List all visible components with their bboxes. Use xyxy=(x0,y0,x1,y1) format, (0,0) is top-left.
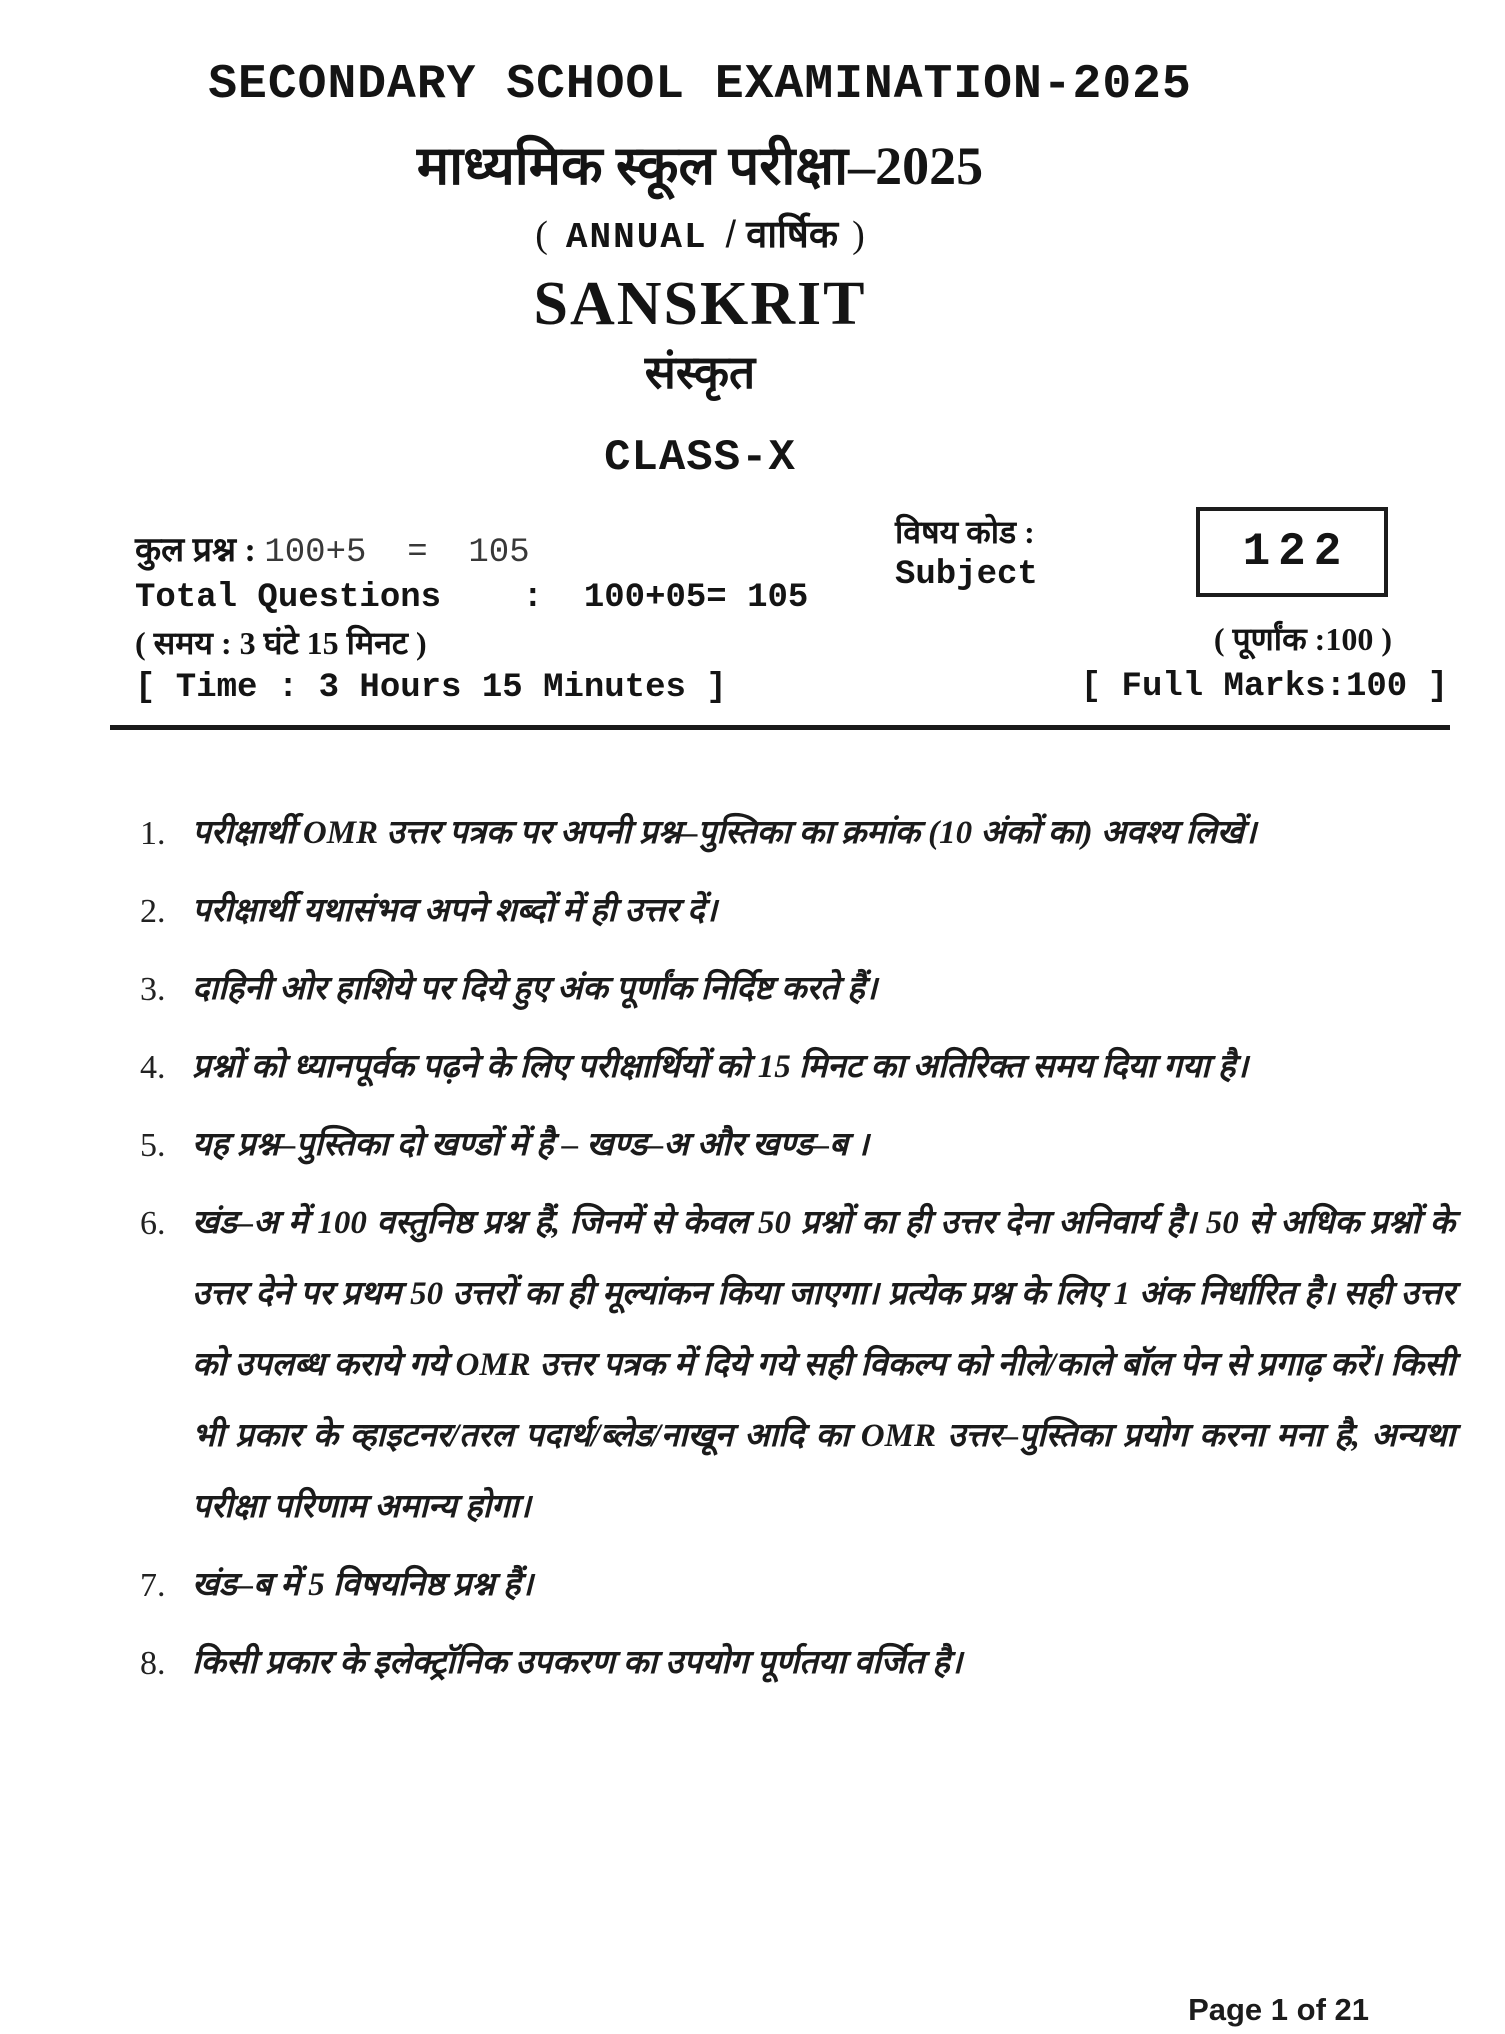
instruction-text: परीक्षार्थी OMR उत्तर पत्रक पर अपनी प्रश्न–पुस्तिका का क्रमांक (10 अंकों का) अवश्य लिखें। xyxy=(192,815,1257,851)
full-marks-hi: ( पूर्णांक :100 ) xyxy=(1213,621,1392,657)
subject-name-hi: संस्कृत xyxy=(644,347,756,398)
total-questions-hi-value: 100+5 = 105 xyxy=(264,534,530,572)
subject-code-box: 122 xyxy=(1196,507,1388,597)
subject-code-label-hi: विषय कोड : xyxy=(895,514,1035,550)
instruction-text: परीक्षार्थी यथासंभव अपने शब्दों में ही उत्तर दें। xyxy=(192,893,717,929)
instruction-text: किसी प्रकार के इलेक्ट्रॉनिक उपकरण का उपयोग पूर्णतया वर्जित है। xyxy=(192,1645,963,1681)
instruction-number: 3. xyxy=(140,971,166,1008)
instruction-number: 7. xyxy=(140,1567,166,1604)
session-line xyxy=(0,212,1400,261)
instruction-item xyxy=(140,876,1455,947)
instruction-text: खंड–ब में 5 विषयनिष्ठ प्रश्न हैं। xyxy=(192,1567,534,1603)
instruction-number: 5. xyxy=(140,1127,166,1164)
instruction-text: दाहिनी ओर हाशिये पर दिये हुए अंक पूर्णांक निर्दिष्ट करते हैं। xyxy=(192,971,878,1007)
instruction-number: 6. xyxy=(140,1205,166,1242)
instruction-item xyxy=(140,1628,1455,1699)
total-questions-hi-label: कुल प्रश्न : xyxy=(135,532,256,569)
instruction-text: प्रश्नों को ध्यानपूर्वक पढ़ने के लिए परीक्षार्थियों को 15 मिनट का अतिरिक्त समय दिया गया है। xyxy=(192,1049,1248,1085)
total-questions-en: Total Questions : 100+05= 105 xyxy=(135,579,809,617)
subject-name-en: SANSKRIT xyxy=(533,270,867,338)
paper-header xyxy=(0,0,1400,481)
subject-code-label-en: Subject xyxy=(895,556,1038,594)
session-close-paren: ) xyxy=(852,214,865,256)
session-label-hi: वार्षिक xyxy=(746,214,839,256)
instruction-number: 1. xyxy=(140,815,166,852)
instruction-number: 2. xyxy=(140,893,166,930)
instruction-item xyxy=(140,1550,1455,1621)
session-separator: / xyxy=(725,214,737,256)
exam-info-right xyxy=(895,507,1450,709)
exam-info-left xyxy=(135,507,809,711)
total-questions-hi xyxy=(135,529,775,575)
instruction-text: खंड–अ में 100 वस्तुनिष्ठ प्रश्न हैं, जिनमें से केवल 50 प्रश्नों का ही उत्तर देना अनिवार्य है। 50 से अधिक प्रश्नों के उत्तर देने पर प्रथम 50 उत्तरों का ही मूल्यांकन किया जाएगा। प्रत्येक प्रश्न के लिए 1 अंक निर्धारित है। सही उत्तर को उपलब्ध कराये गये OMR उत्तर पत्रक में दिये गये सही विकल्प को नीले/काले बॉल पेन से प्रगाढ़ करें। किसी भी प्रकार के व्हाइटनर/तरल पदार्थ/ब्लेड/नाखून आदि का OMR उत्तर–पुस्तिका प्रयोग करना मना है, अन्यथा परीक्षा परिणाम अमान्य होगा। xyxy=(192,1205,1455,1525)
instruction-item xyxy=(140,954,1455,1025)
session-label-en: ANNUAL xyxy=(565,217,708,258)
instruction-text: यह प्रश्न–पुस्तिका दो खण्डों में है – खण्ड–अ और खण्ड–ब । xyxy=(192,1127,869,1163)
time-en: [ Time : 3 Hours 15 Minutes ] xyxy=(135,669,727,707)
instruction-item xyxy=(140,798,1455,869)
instruction-item xyxy=(140,1110,1455,1181)
exam-info-block xyxy=(0,481,1505,711)
subject-code-row xyxy=(895,507,1450,597)
subject-code-labels xyxy=(895,507,1038,597)
time-hi: ( समय : 3 घंटे 15 मिनट ) xyxy=(135,625,427,661)
page-number-footer: Page 1 of 21 xyxy=(1188,1992,1369,2027)
page-title-en: SECONDARY SCHOOL EXAMINATION-2025 xyxy=(208,58,1192,112)
page-title-hi: माध्यमिक स्कूल परीक्षा–2025 xyxy=(416,136,984,196)
class-heading: CLASS-X xyxy=(604,433,796,483)
session-open-paren: ( xyxy=(535,214,548,256)
instructions-list xyxy=(140,798,1455,1699)
instruction-item xyxy=(140,1032,1455,1103)
header-divider xyxy=(110,725,1450,730)
instruction-number: 4. xyxy=(140,1049,166,1086)
full-marks-en: [ Full Marks:100 ] xyxy=(1080,668,1448,706)
instruction-item xyxy=(140,1188,1455,1543)
instruction-number: 8. xyxy=(140,1645,166,1682)
